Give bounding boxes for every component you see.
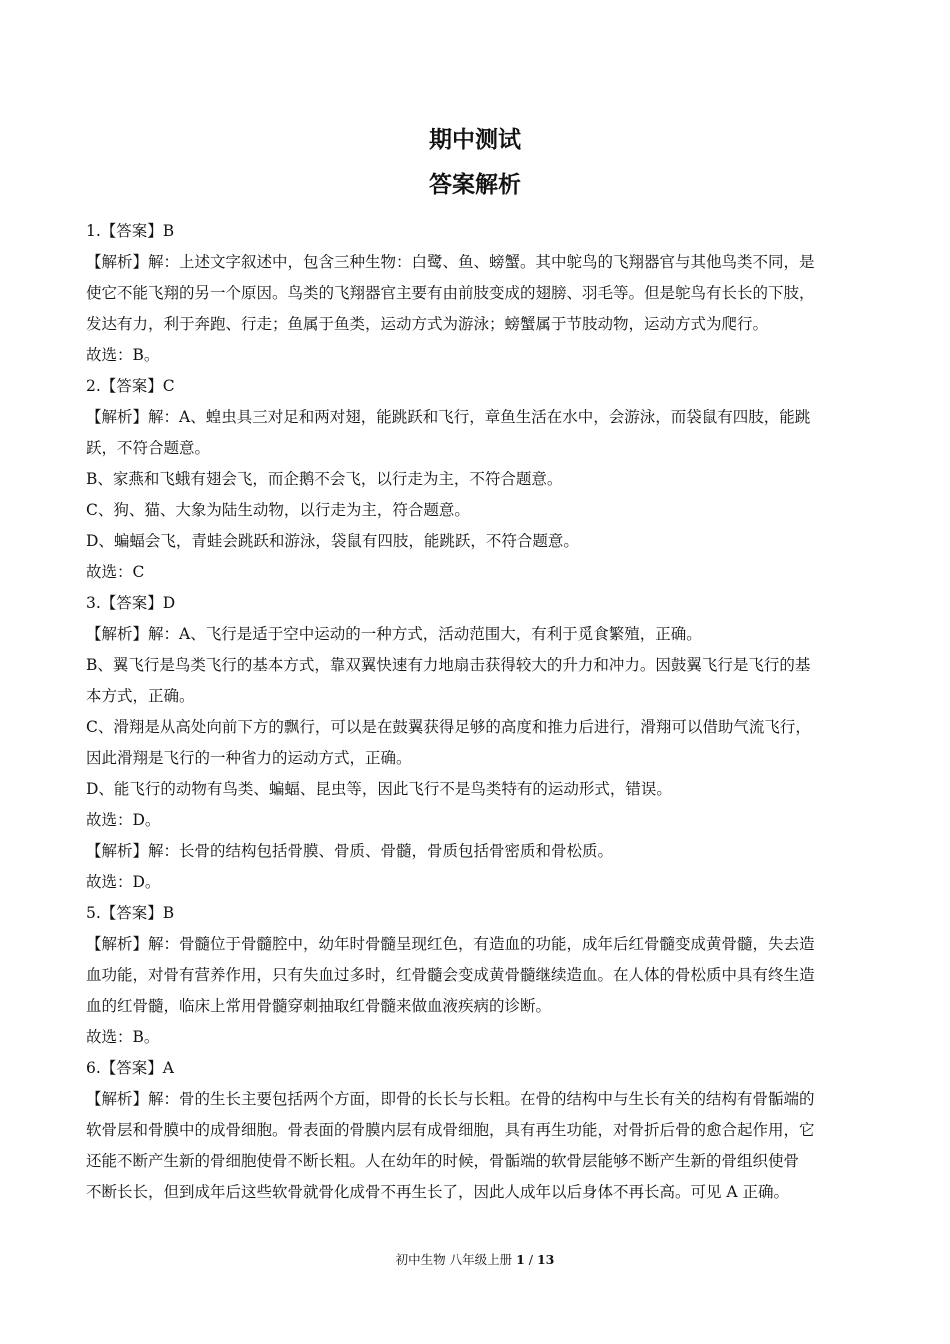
text-line: 本方式，正确。 <box>86 687 195 705</box>
text-line: 1.【答案】B <box>86 222 175 240</box>
text-line: 血功能，对骨有营养作用，只有失血过多时，红骨髓会变成黄骨髓继续造血。在人体的骨松质中具有终生造 <box>86 966 815 984</box>
document-title: 期中测试 <box>429 127 521 153</box>
text-line: 3.【答案】D <box>86 594 176 612</box>
document-body <box>86 216 866 1208</box>
text-line: 跃，不符合题意。 <box>86 439 211 457</box>
text-line: B、家燕和飞蛾有翅会飞，而企鹅不会飞，以行走为主，不符合题意。 <box>86 470 563 488</box>
text-line: 故选：D。 <box>86 811 161 829</box>
text-line: 2.【答案】C <box>86 377 175 395</box>
text-line: 发达有力，利于奔跑、行走；鱼属于鱼类，运动方式为游泳；螃蟹属于节肢动物，运动方式为爬行。 <box>86 315 769 333</box>
text-line: 5.【答案】B <box>86 904 175 922</box>
text-line: 使它不能飞翔的另一个原因。鸟类的飞翔器官主要有由前肢变成的翅膀、羽毛等。但是鸵鸟有长长的下肢， <box>86 284 815 302</box>
text-line: 不断长长，但到成年后这些软骨就骨化成骨不再生长了，因此人成年以后身体不再长高。可见 A 正确。 <box>86 1183 790 1201</box>
text-line: 【解析】解：骨髓位于骨髓腔中，幼年时骨髓呈现红色，有造血的功能，成年后红骨髓变成黄骨髓，失去造 <box>86 935 815 953</box>
text-line: C、滑翔是从高处向前下方的飘行，可以是在鼓翼获得足够的高度和推力后进行，滑翔可以借助气流飞行， <box>86 718 811 736</box>
text-line: D、蝙蝠会飞，青蛙会跳跃和游泳，袋鼠有四肢，能跳跃，不符合题意。 <box>86 532 579 550</box>
footer-label: 初中生物 八年级上册 <box>395 1252 513 1267</box>
text-line: 【解析】解：A、飞行是适于空中运动的一种方式，活动范围大，有利于觅食繁殖，正确。 <box>86 625 702 643</box>
document-subtitle: 答案解析 <box>429 172 521 198</box>
text-line: 故选：B。 <box>86 346 160 364</box>
text-line: B、翼飞行是鸟类飞行的基本方式，靠双翼快速有力地扇击获得较大的升力和冲力。因鼓翼飞行是飞行的基 <box>86 656 811 674</box>
text-line: 【解析】解：骨的生长主要包括两个方面，即骨的长长与长粗。在骨的结构中与生长有关的结构有骨骺端的 <box>86 1090 815 1108</box>
text-line: 【解析】解：上述文字叙述中，包含三种生物：白鹭、鱼、螃蟹。其中鸵鸟的飞翔器官与其他鸟类不同，是 <box>86 253 815 271</box>
text-line: 故选：B。 <box>86 1028 160 1046</box>
text-line: 【解析】解：A、蝗虫具三对足和两对翅，能跳跃和飞行，章鱼生活在水中，会游泳，而袋鼠有四肢，能跳 <box>86 408 811 426</box>
text-line: C、狗、猫、大象为陆生动物，以行走为主，符合题意。 <box>86 501 470 519</box>
text-line: 血的红骨髓，临床上常用骨髓穿刺抽取红骨髓来做血液疾病的诊断。 <box>86 997 552 1015</box>
title-block <box>0 120 950 197</box>
text-line: 故选：D。 <box>86 873 161 891</box>
page-number-current: 1 <box>516 1252 525 1267</box>
text-line: 【解析】解：长骨的结构包括骨膜、骨质、骨髓，骨质包括骨密质和骨松质。 <box>86 842 614 860</box>
page-number-total: 13 <box>536 1252 555 1267</box>
text-line: 故选：C <box>86 563 145 581</box>
text-line: 软骨层和骨膜中的成骨细胞。骨表面的骨膜内层有成骨细胞，具有再生功能，对骨折后骨的愈合起作用，它 <box>86 1121 815 1139</box>
page-footer <box>0 1251 950 1269</box>
text-line: 还能不断产生新的骨细胞使骨不断长粗。人在幼年的时候，骨骺端的软骨层能够不断产生新的骨组织使骨 <box>86 1152 800 1170</box>
text-line: 因此滑翔是飞行的一种省力的运动方式，正确。 <box>86 749 412 767</box>
page-number-separator: / <box>528 1252 533 1267</box>
text-line: 6.【答案】A <box>86 1059 174 1077</box>
text-line: D、能飞行的动物有鸟类、蝙蝠、昆虫等，因此飞行不是鸟类特有的运动形式，错误。 <box>86 780 672 798</box>
